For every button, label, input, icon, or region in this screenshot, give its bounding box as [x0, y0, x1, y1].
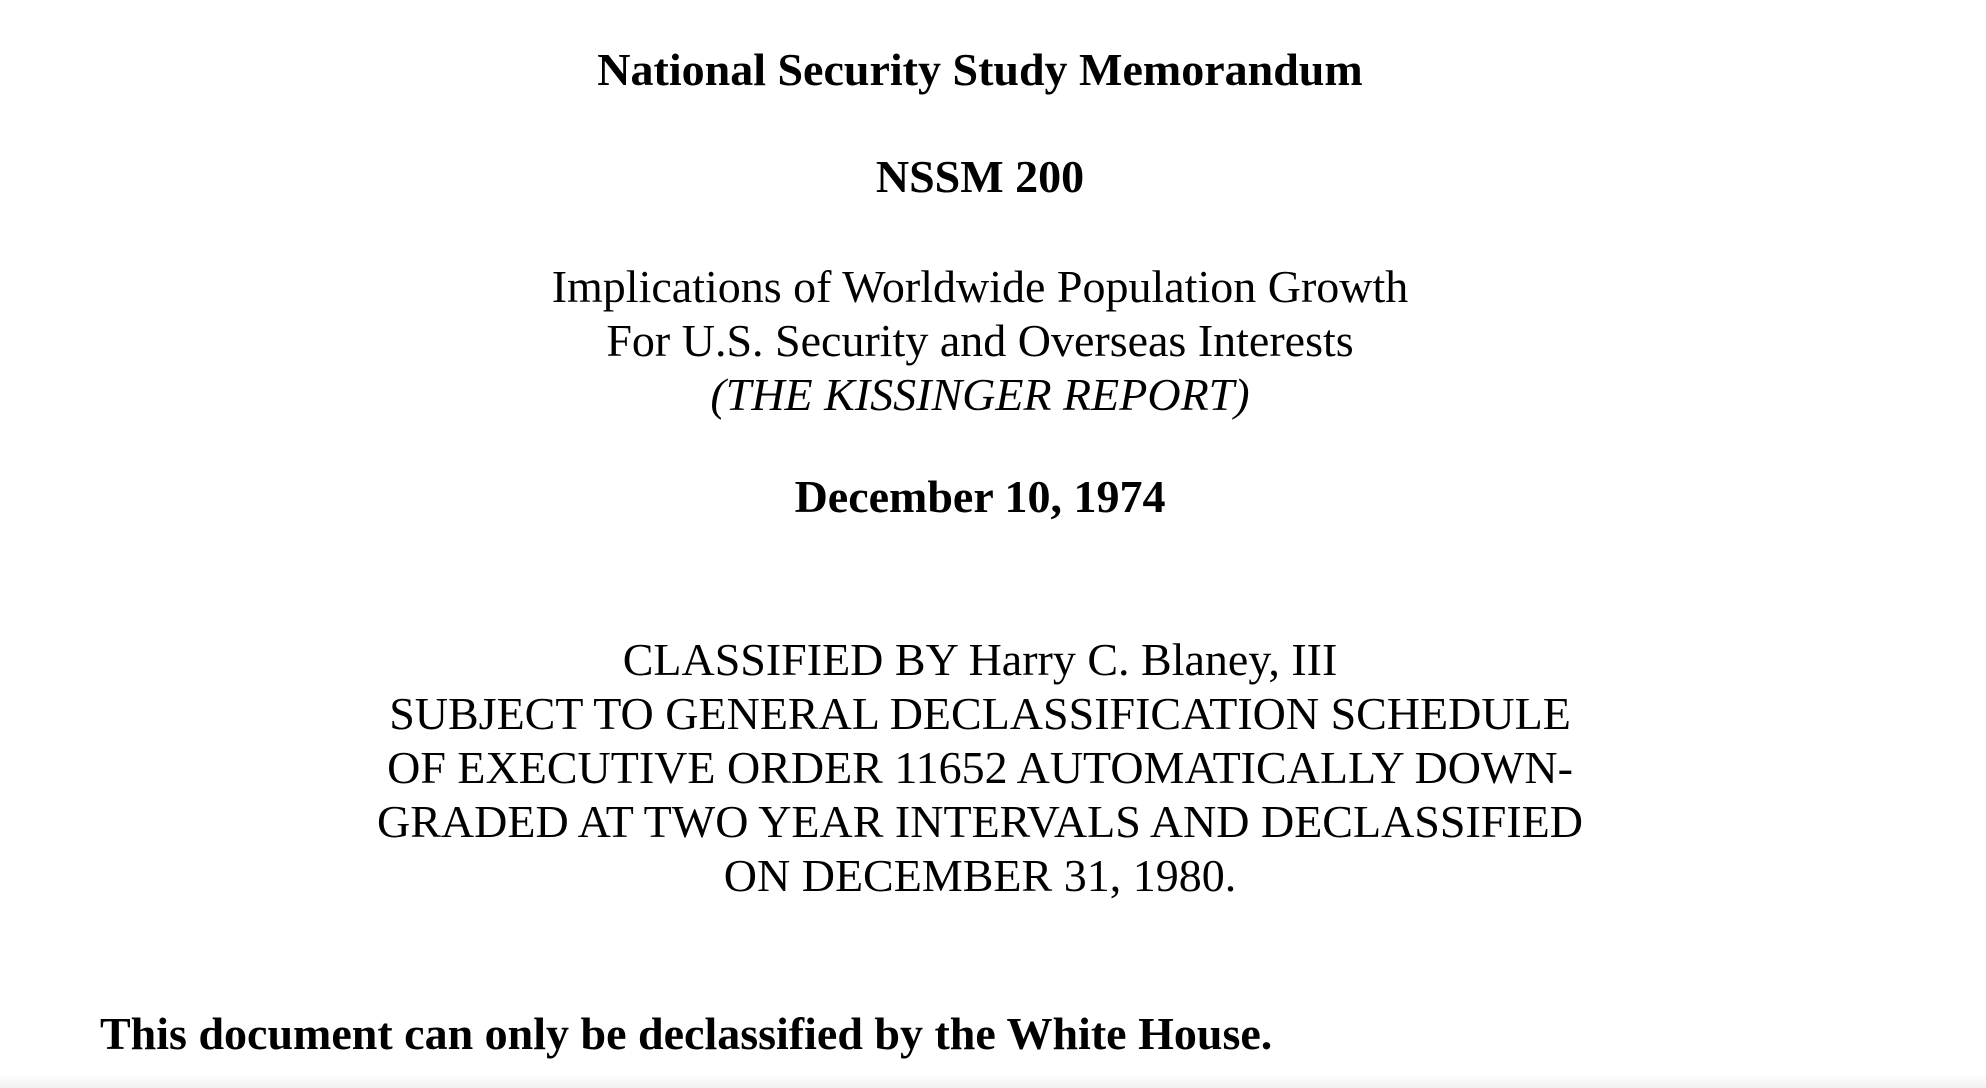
classification-line-4: GRADED AT TWO YEAR INTERVALS AND DECLASSIFIED [377, 796, 1583, 847]
document-designation-block [0, 150, 1960, 204]
document-date-block [0, 470, 1960, 524]
document-designation: NSSM 200 [875, 151, 1085, 202]
document-date: December 10, 1974 [794, 471, 1166, 522]
classification-line-3: OF EXECUTIVE ORDER 11652 AUTOMATICALLY DOWN- [387, 742, 1573, 793]
classification-line-5: ON DECEMBER 31, 1980. [723, 850, 1237, 901]
classification-line-1: CLASSIFIED BY Harry C. Blaney, III [622, 634, 1338, 685]
page-bottom-edge [0, 1074, 1986, 1088]
declassification-note: This document can only be declassified by the White House. [100, 1008, 1273, 1059]
classification-block [0, 633, 1960, 903]
classification-line-2: SUBJECT TO GENERAL DECLASSIFICATION SCHEDULE [389, 688, 1571, 739]
document-subtitle: (THE KISSINGER REPORT) [710, 369, 1250, 420]
document-title-block [0, 43, 1960, 97]
subject-line-1: Implications of Worldwide Population Growth [551, 261, 1409, 312]
document-title: National Security Study Memorandum [597, 44, 1363, 95]
subject-line-2: For U.S. Security and Overseas Interests [606, 315, 1354, 366]
document-subject-block [0, 260, 1960, 422]
